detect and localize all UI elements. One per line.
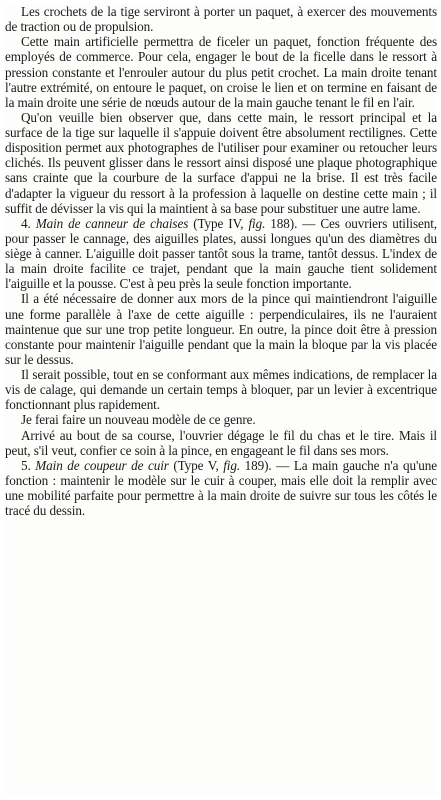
paragraph-2: Cette main artificielle permettra de ficeler un paquet, fonction fréquente des employés de commerce. Pour cela, engager le bout de la ficelle dans le ressort à pression constante et l'enrouler autour du plus petit crochet. La main droite tenant l'autre extrémité, on entoure le paquet, on croise le lien et on termine en faisant de la main droite une série de nœuds autour de la main gauche tenant le fil en l'air. [5, 34, 437, 110]
section-heading: Main de coupeur de cuir [35, 457, 169, 473]
fig-abbrev: fig. [248, 215, 266, 231]
paragraph-body: Ces ouvriers utilisent, pour passer le cannage, des aiguilles plates, aussi longues qu'un des diamètres du siège à canner. L'aiguille doit passer tantôt sous la trame, tantôt dessus. L'index de la main droite facilite ce trajet, pendant que la main gauche tient solidement l'aiguille et la pousse. C'est à peu près la seule fonction importante. [5, 215, 438, 292]
paragraph-9-coupeur [5, 458, 437, 519]
document-page [5, 4, 437, 796]
type-reference-open: (Type IV, [188, 215, 249, 231]
paragraph-1: Les crochets de la tige serviront à porter un paquet, à exercer des mouvements de traction ou de propulsion. [5, 4, 437, 35]
paragraph-body: La main gauche n'a qu'une fonction : maintenir le modèle sur le cuir à couper, mais elle doit la remplir avec une mobilité parfaite pour permettre à la main droite de suivre sur tous les côtés le tracé du dessin. [5, 457, 437, 519]
section-number: 5. [21, 457, 31, 473]
paragraph-6: Il serait possible, tout en se conformant aux mêmes indications, de remplacer la vis de calage, qui demande un certain temps à bloquer, par un levier à excentrique fonctionnant plus rapidement. [5, 367, 437, 413]
section-number: 4. [21, 215, 31, 231]
paragraph-3: Qu'on veuille bien observer que, dans cette main, le ressort principal et la surface de la tige sur laquelle il s'appuie doivent être absolument rectilignes. Cette disposition permet aux photographes de l'utiliser pour examiner ou retoucher leurs clichés. Ils peuvent glisser dans le ressort ainsi disposé une plaque photographique sans crainte que la courbure de la surface d'appui ne la brise. Il est très facile d'adapter la vigueur du ressort à la profession à laquelle on destine cette main ; il suffit de dévisser la vis qui la maintient à sa base pour substituer une autre lame. [5, 109, 437, 216]
type-reference-close: 188). — [265, 215, 321, 231]
section-heading: Main de canneur de chaises [35, 215, 189, 231]
fig-abbrev: fig. [223, 457, 241, 473]
paragraph-7: Je ferai faire un nouveau modèle de ce genre. [21, 412, 256, 428]
paragraph-4-canneur [5, 216, 437, 292]
type-reference-close: 189). — [240, 457, 294, 473]
paragraph-5: Il a été nécessaire de donner aux mors de la pince qui maintiendront l'aiguille une forme parallèle à l'axe de cette aiguille : perpendiculaires, ils ne l'auraient maintenue que sur une trop petite longueur. En outre, la pince doit être à pression constante pour maintenir l'aiguille pendant que la main la bloque par la vis placée sur le dessus. [5, 291, 437, 367]
type-reference-open: (Type V, [168, 457, 224, 473]
paragraph-8: Arrivé au bout de sa course, l'ouvrier dégage le fil du chas et le tire. Mais il peut, s'il veut, confier ce soin à la pince, en engageant le fil dans ses mors. [5, 427, 437, 458]
